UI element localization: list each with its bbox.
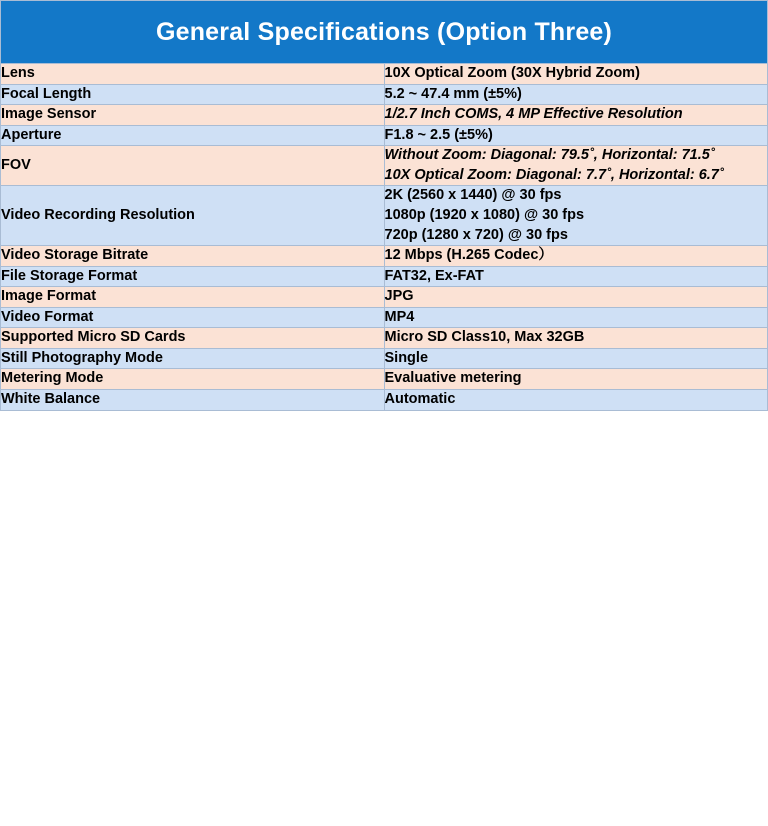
spec-label-cell: Video Format — [1, 307, 385, 328]
spec-value-cell — [384, 146, 768, 186]
table-row — [1, 125, 768, 146]
spec-value-line: 5.2 ~ 47.4 mm (±5%) — [384, 85, 522, 102]
table-title-row — [1, 1, 768, 64]
table-row — [1, 307, 768, 328]
spec-value-cell — [384, 186, 768, 246]
spec-label-cell: Still Photography Mode — [1, 348, 385, 369]
table-row — [1, 186, 768, 246]
table-row — [1, 328, 768, 349]
spec-label-cell: Supported Micro SD Cards — [1, 328, 385, 349]
spec-value-line: 720p (1280 x 720) @ 30 fps — [384, 226, 568, 243]
table-row — [1, 266, 768, 287]
table-body — [1, 64, 768, 411]
spec-label-cell: Lens — [1, 64, 385, 85]
table-row — [1, 287, 768, 308]
spec-value-cell — [384, 390, 768, 411]
general-specifications-table — [0, 0, 768, 411]
page-title: General Specifications (Option Three) — [1, 1, 768, 64]
table-row — [1, 246, 768, 267]
spec-value-line: Evaluative metering — [384, 370, 522, 387]
spec-value-cell — [384, 246, 768, 267]
spec-value-cell — [384, 64, 768, 85]
spec-value-line: JPG — [384, 288, 414, 305]
spec-label-cell: Video Storage Bitrate — [1, 246, 385, 267]
spec-value-cell — [384, 348, 768, 369]
spec-label-cell: Aperture — [1, 125, 385, 146]
table-row — [1, 105, 768, 126]
spec-label-cell: Image Sensor — [1, 105, 385, 126]
spec-value-line: 1080p (1920 x 1080) @ 30 fps — [384, 206, 585, 223]
table-row — [1, 64, 768, 85]
spec-value-line: MP4 — [384, 308, 415, 325]
spec-value-line: 10X Optical Zoom: Diagonal: 7.7˚, Horizontal: 6.7˚ — [384, 166, 724, 183]
spec-label-cell: File Storage Format — [1, 266, 385, 287]
spec-value-line: Single — [384, 349, 429, 366]
spec-value-cell — [384, 125, 768, 146]
spec-value-line: Without Zoom: Diagonal: 79.5˚, Horizontal: 71.5˚ — [384, 147, 715, 164]
spec-value-cell — [384, 105, 768, 126]
spec-label-cell: Image Format — [1, 287, 385, 308]
spec-value-line: Micro SD Class10, Max 32GB — [384, 329, 585, 346]
spec-value-line: 10X Optical Zoom (30X Hybrid Zoom) — [384, 65, 640, 81]
spec-value-line: FAT32, Ex-FAT — [384, 267, 484, 284]
spec-value-cell — [384, 328, 768, 349]
table-row — [1, 369, 768, 390]
spec-value-cell — [384, 266, 768, 287]
spec-value-line: 1/2.7 Inch COMS, 4 MP Effective Resolution — [384, 106, 683, 123]
spec-value-line: 12 Mbps (H.265 Codec） — [384, 247, 553, 264]
spec-value-cell — [384, 84, 768, 105]
spec-label-cell: Focal Length — [1, 84, 385, 105]
spec-value-line: Automatic — [384, 391, 456, 407]
spec-value-cell — [384, 369, 768, 390]
spec-value-line: 2K (2560 x 1440) @ 30 fps — [384, 187, 562, 204]
spec-label-cell: Metering Mode — [1, 369, 385, 390]
table-row — [1, 348, 768, 369]
table-row — [1, 390, 768, 411]
spec-label-cell: FOV — [1, 146, 385, 186]
spec-value-cell — [384, 287, 768, 308]
spec-value-cell — [384, 307, 768, 328]
table-row — [1, 146, 768, 186]
spec-label-cell: White Balance — [1, 390, 385, 411]
spec-value-line: F1.8 ~ 2.5 (±5%) — [384, 126, 493, 143]
table-row — [1, 84, 768, 105]
spec-label-cell: Video Recording Resolution — [1, 186, 385, 246]
